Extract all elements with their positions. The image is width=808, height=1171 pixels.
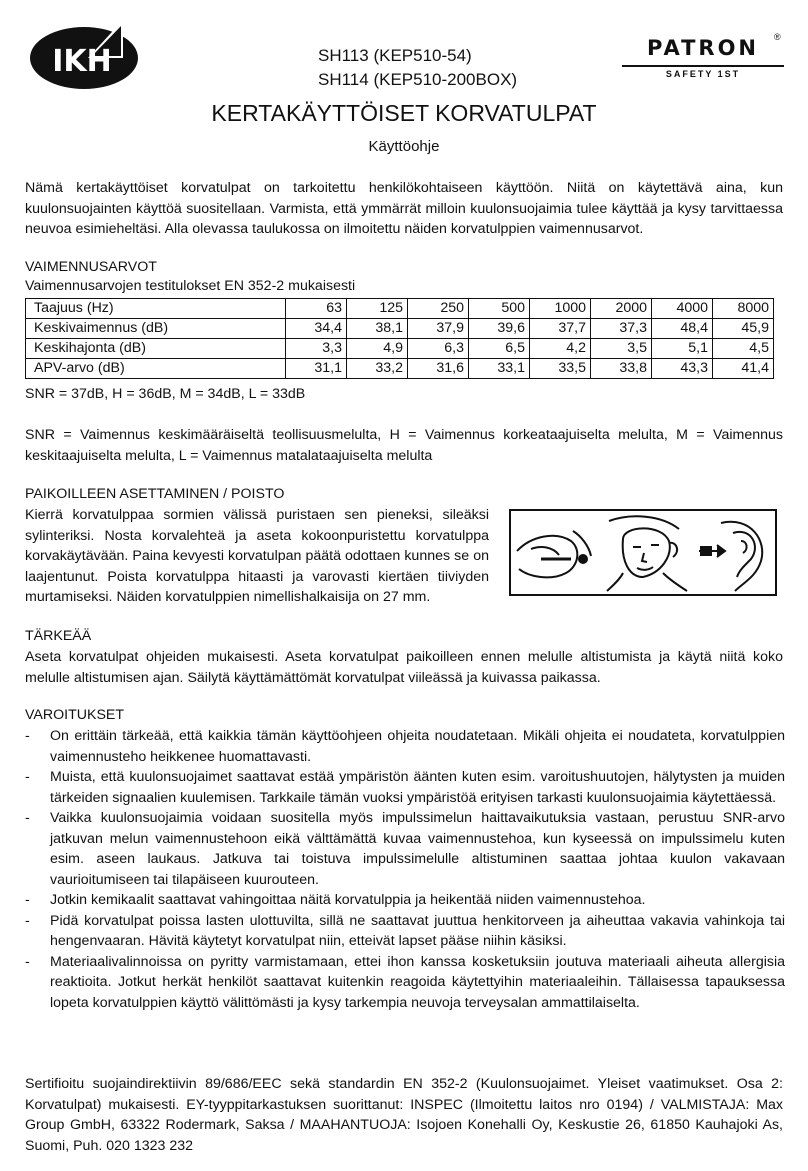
important-heading: TÄRKEÄÄ: [25, 628, 92, 644]
patron-logo-line: [622, 65, 784, 67]
page-title: KERTAKÄYTTÖISET KORVATULPAT: [211, 100, 597, 126]
ikh-logo: [28, 18, 140, 90]
table-cell: 6,3: [408, 339, 469, 359]
table-cell: 500: [469, 299, 530, 319]
patron-logo-subtitle: SAFETY 1ST: [665, 69, 741, 79]
table-cell: 3,5: [591, 339, 652, 359]
table-cell: 6,5: [469, 339, 530, 359]
table-cell: 5,1: [652, 339, 713, 359]
table-row: [26, 359, 774, 379]
table-cell: 31,1: [286, 359, 347, 379]
table-cell: 38,1: [347, 319, 408, 339]
table-cell: 1000: [530, 299, 591, 319]
important-paragraph: Aseta korvatulpat ohjeiden mukaisesti. Aseta korvatulpat paikoilleen ennen melulle altistumista ja käytä niitä koko melulle altistumisen ajan. Säilytä käyttämättömät korvatulpat viileässä ja kuivassa paikassa.: [25, 649, 783, 686]
table-cell: 4000: [652, 299, 713, 319]
table-cell: 4,2: [530, 339, 591, 359]
table-cell: 33,8: [591, 359, 652, 379]
table-row-label: Keskihajonta (dB): [26, 339, 286, 359]
patron-logo: [620, 32, 786, 80]
table-cell: 41,4: [713, 359, 774, 379]
attenuation-heading: VAIMENNUSARVOT: [25, 259, 157, 275]
warning-item: - Pidä korvatulpat poissa lasten ulottuvilta, sillä ne saattavat juuttua henkitorveen ja aiheuttaa vakavia vahinkoja tai hengenvaaran. Hävitä käytetyt korvatulpat niin, etteivät lapset pääse niihin käsiksi.: [25, 912, 785, 949]
table-cell: 37,3: [591, 319, 652, 339]
table-cell: 43,3: [652, 359, 713, 379]
table-cell: 37,9: [408, 319, 469, 339]
table-row-label: Taajuus (Hz): [26, 299, 286, 319]
warnings-list: [25, 726, 785, 1013]
registered-icon: ®: [774, 32, 781, 42]
warning-item: - Muista, että kuulonsuojaimet saattavat estää ympäristön äänten kuten esim. varoitushuutojen, hälytysten ja muiden tärkeiden signaalien kuulemisen. Tarkkaile tämän vuoksi ympäristöä erityisen tarkasti kuulonsuojaimia käytettäessä.: [25, 769, 785, 806]
footer-certification: Sertifioitu suojaindirektiivin 89/686/EEC sekä standardin EN 352-2 (Kuulonsuojaimet. Yleiset vaatimukset. Osa 2: Korvatulpat) mukaisesti. EY-tyyppitarkastuksen suorittanut: INSPEC (Ilmoitettu laitos nro 0194) / VALMISTAJA: Max Group GmbH, 63322 Rodermark, Saksa / MAAHANTUOJA: Isojoen Konehalli Oy, Keskustie 26, 61850 Kauhajoki As, Suomi, Puh. 020 1323 232: [25, 1076, 783, 1154]
table-cell: 2000: [591, 299, 652, 319]
table-cell: 3,3: [286, 339, 347, 359]
table-cell: 4,5: [713, 339, 774, 359]
fitting-steps-drawing: [511, 511, 775, 594]
intro-paragraph: Nämä kertakäyttöiset korvatulpat on tarkoitettu henkilökohtaiseen käyttöön. Niitä on käytettävä aina, kun kuulonsuojainten käyttöä suositellaan. Varmista, että ymmärrät milloin kuulonsuojaimia tulee käyttää ja kysy tarvittaessa neuvoa esimieheltäsi. Alla olevassa taulukossa on ilmoitettu näiden korvatulppien vaimennusarvot.: [25, 180, 783, 237]
table-cell: 39,6: [469, 319, 530, 339]
table-cell: 8000: [713, 299, 774, 319]
warning-item: - Jotkin kemikaalit saattavat vahingoittaa näitä korvatulppia ja heikentää niiden vaimennustehoa.: [25, 892, 646, 908]
warning-item: - Materiaalivalinnoissa on pyritty varmistamaan, ettei ihon kanssa kosketuksiin joutuva materiaali aiheuta allergisia reaktioita. Jotkut herkät henkilöt saattavat kuitenkin reagoida käytettyihin materiaaleihin. Tällaisessa tapauksessa lopeta korvatulppien käyttö välittömästi ja kysy tarkempia neuvoja terveysalan ammattilaiselta.: [25, 953, 785, 1011]
table-row: [26, 319, 774, 339]
table-cell: 33,5: [530, 359, 591, 379]
table-header-row: [26, 299, 774, 319]
model-line-1: SH113 (KEP510-54): [318, 46, 472, 65]
table-cell: 125: [347, 299, 408, 319]
patron-logo-text: PATRON: [646, 36, 759, 60]
table-cell: 33,2: [347, 359, 408, 379]
table-cell: 37,7: [530, 319, 591, 339]
page-subtitle: Käyttöohje: [368, 138, 440, 155]
snr-explanation: SNR = Vaimennus keskimääräiseltä teollisuusmelulta, H = Vaimennus korkeataajuiselta melulta, M = Vaimennus keskitaajuiselta melulta, L = Vaimennus matalataajuiselta melulta: [25, 427, 783, 464]
table-row-label: APV-arvo (dB): [26, 359, 286, 379]
fitting-heading: PAIKOILLEEN ASETTAMINEN / POISTO: [25, 486, 285, 502]
attenuation-subheading: Vaimennusarvojen testitulokset EN 352-2 mukaisesti: [25, 278, 356, 294]
fitting-paragraph: Kierrä korvatulppaa sormien välissä puristaen sen pieneksi, sileäksi sylinteriksi. Nosta korvalehteä ja aseta kokoonpuristettu korvatulppa korvakäytävään. Paina kevyesti korvatulpan päätä odottaen kunnes se on laajentunut. Poista korvatulppa hitaasti ja varovasti kiertäen tiiviyden murtamiseksi. Näiden korvatulppien nimellishalkaisija on 27 mm.: [25, 507, 489, 605]
table-cell: 48,4: [652, 319, 713, 339]
model-line-2: SH114 (KEP510-200BOX): [318, 70, 518, 89]
table-row: [26, 339, 774, 359]
warnings-heading: VAROITUKSET: [25, 707, 125, 723]
warning-item: - Vaikka kuulonsuojaimia voidaan suositella myös impulssimelun haittavaikutuksia vastaan, perustuu SNR-arvo jatkuvan melun vaimennustehoon eikä välttämättä kuvaa vaimennustehoa, kun kyseessä on impulssimelu kuten esim. aseen laukaus. Jatkuva tai toistuva impulssimelulle altistuminen saattaa johtaa kuulon vakavaan vaurioitumiseen tai tilapäiseen kuurouteen.: [25, 810, 785, 888]
table-cell: 4,9: [347, 339, 408, 359]
table-cell: 45,9: [713, 319, 774, 339]
table-cell: 63: [286, 299, 347, 319]
ikh-logo-text: IKH: [52, 44, 112, 79]
fitting-illustration: [509, 509, 777, 596]
attenuation-table: [25, 298, 774, 379]
table-cell: 250: [408, 299, 469, 319]
warning-item: - On erittäin tärkeää, että kaikkia tämän käyttöohjeen ohjeita noudatetaan. Mikäli ohjeita ei noudateta, korvatulppien vaimennusteho heikkenee huomattavasti.: [25, 728, 785, 765]
table-cell: 33,1: [469, 359, 530, 379]
snr-line: SNR = 37dB, H = 36dB, M = 34dB, L = 33dB: [25, 386, 306, 402]
table-cell: 31,6: [408, 359, 469, 379]
table-row-label: Keskivaimennus (dB): [26, 319, 286, 339]
table-cell: 34,4: [286, 319, 347, 339]
